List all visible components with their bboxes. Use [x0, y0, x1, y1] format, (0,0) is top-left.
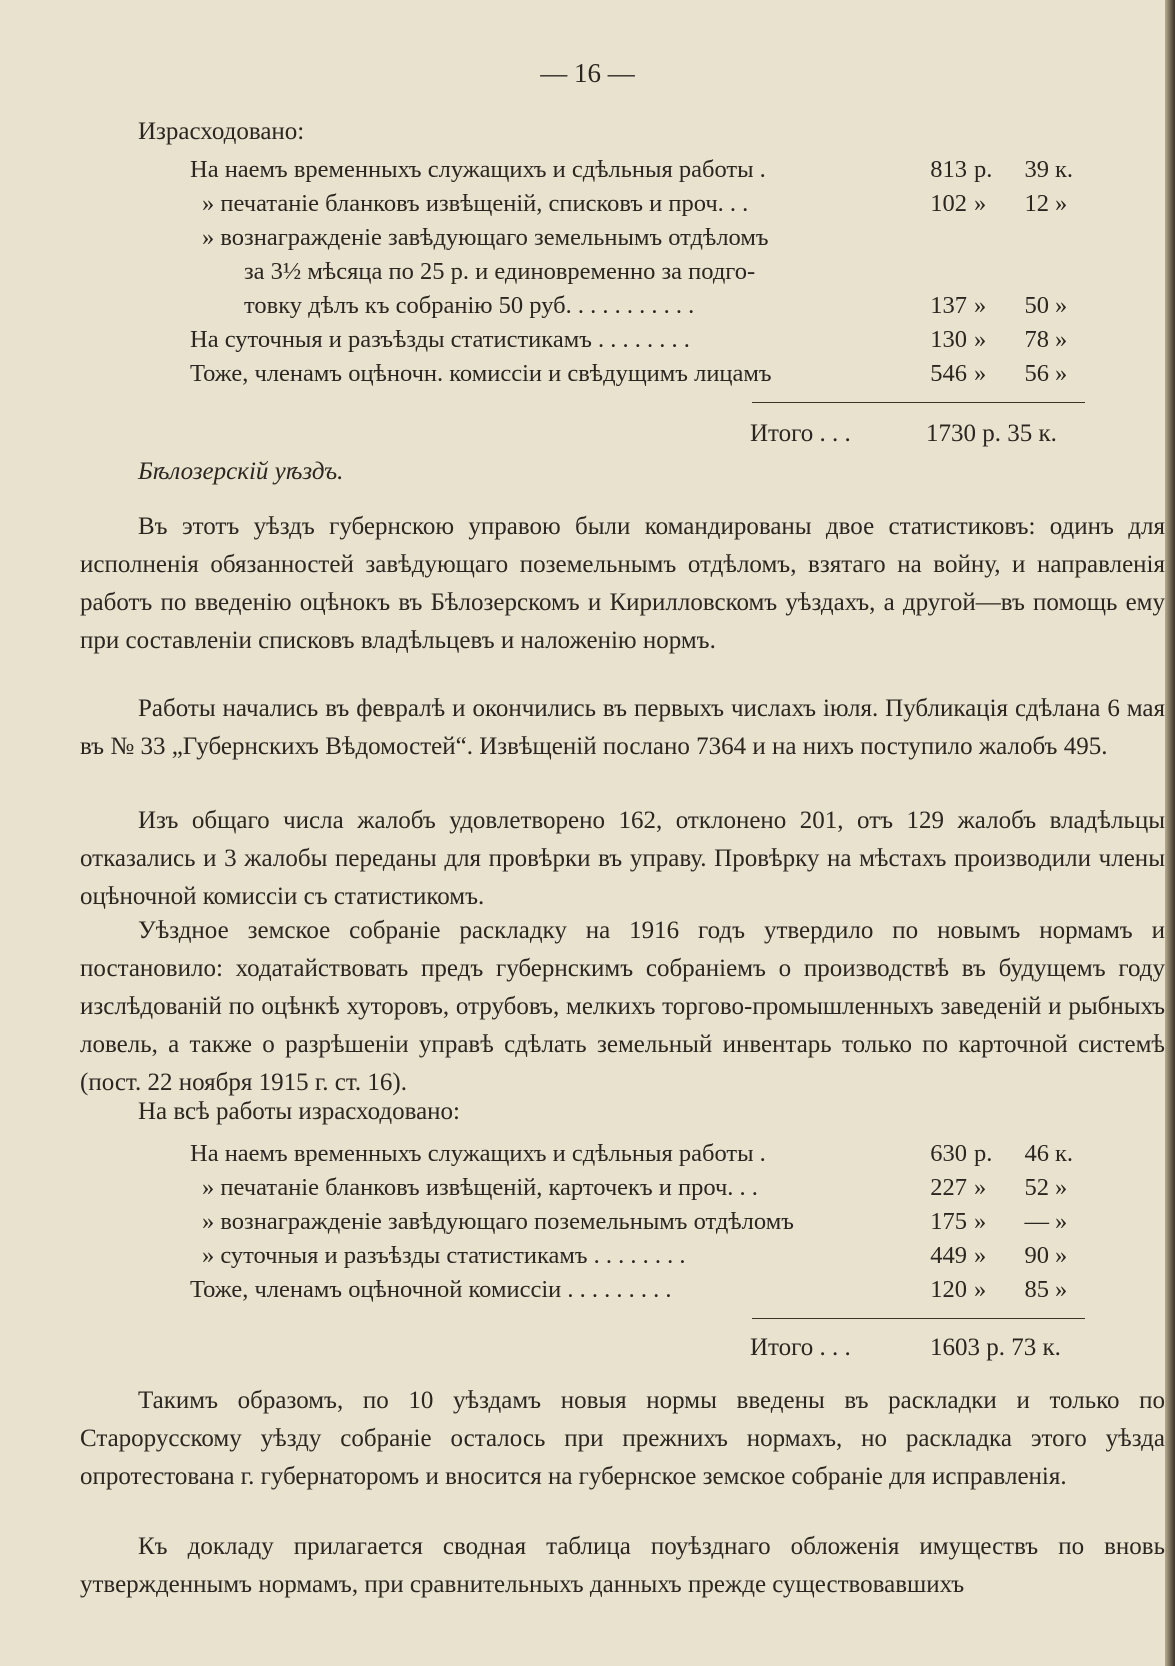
expense-kopecks: 46 [1024, 1140, 1049, 1167]
rubles-unit: » [974, 1276, 987, 1303]
expense-label: Тоже, членамъ оцѣночной комиссіи . . . . . . . . . [190, 1276, 672, 1303]
kopecks-unit: » [1055, 1276, 1068, 1303]
kopecks-unit: к. [1055, 1140, 1074, 1167]
expense-kopecks: 85 [1024, 1276, 1049, 1303]
paragraph: Въ этотъ уѣздъ губернскою управою были командированы двое статистиковъ: одинъ для исполненія обязанностей завѣдующаго поземельнымъ отдѣломъ, взятаго на войну, и направленія работъ по введенію оцѣнокъ въ Бѣлозерскомъ и Кирилловскомъ уѣздахъ, а другой—въ помощь ему при составленіи списковъ владѣльцевъ и наложенію нормъ. [80, 513, 1165, 654]
kopecks-unit: » [1055, 1242, 1068, 1269]
expense-row [190, 156, 1085, 190]
expense-label: » печатаніе бланковъ извѣщеній, списковъ и проч. . . [202, 190, 749, 217]
total-label: Итого . . . [750, 420, 851, 447]
rubles-unit: р. [974, 1140, 993, 1167]
book-spine-shadow [1165, 0, 1175, 1666]
total-value: 1730 р. 35 к. [926, 420, 1057, 447]
expense-rubles: 630 [930, 1140, 967, 1167]
expense-label: » печатаніе бланковъ извѣщеній, карточекъ и проч. . . [202, 1174, 758, 1201]
kopecks-unit: » [1055, 360, 1068, 387]
expense-row [190, 224, 1085, 258]
rubles-unit: » [974, 1242, 987, 1269]
expense-label: за 3½ мѣсяца по 25 р. и единовременно за подго- [244, 258, 756, 285]
total-rule [752, 402, 1085, 403]
expense-row [190, 1208, 1085, 1242]
expense-row [190, 1140, 1085, 1174]
paragraph: Къ докладу прилагается сводная таблица поуѣзднаго обложенія имуществъ по вновь утвержденнымъ нормамъ, при сравнительныхъ данныхъ прежде существовавшихъ [80, 1533, 1165, 1598]
expense-row [190, 1242, 1085, 1276]
expense-row [190, 360, 1085, 394]
expense-label: Тоже, членамъ оцѣночн. комиссіи и свѣдущимъ лицамъ [190, 360, 772, 387]
paragraph: Изъ общаго числа жалобъ удовлетворено 162, отклонено 201, отъ 129 жалобъ владѣльцы отказались и 3 жалобы переданы для провѣрки въ управу. Провѣрку на мѣстахъ производили члены оцѣночной комиссіи съ статистикомъ. [80, 807, 1165, 910]
kopecks-unit: » [1055, 326, 1068, 353]
expense-kopecks: 50 [1024, 292, 1049, 319]
total-label: Итого . . . [750, 1334, 851, 1361]
rubles-unit: » [974, 292, 987, 319]
expense-label: товку дѣлъ къ собранію 50 руб. . . . . . . . . . . [244, 292, 695, 319]
expense-row [190, 258, 1085, 292]
kopecks-unit: » [1055, 190, 1068, 217]
expense-row [190, 326, 1085, 360]
total-row [0, 420, 1175, 456]
expense-row [190, 190, 1085, 224]
expenses-heading-2: На всѣ работы израсходовано: [138, 1098, 460, 1125]
district-title: Бѣлозерскій уѣздъ. [138, 458, 344, 485]
rubles-unit: » [974, 1174, 987, 1201]
expense-kopecks: 39 [1024, 156, 1049, 183]
expense-kopecks: 12 [1024, 190, 1049, 217]
rubles-unit: » [974, 360, 987, 387]
kopecks-unit: » [1055, 292, 1068, 319]
total-rule-2 [752, 1318, 1085, 1319]
kopecks-unit: » [1055, 1208, 1068, 1235]
expense-kopecks: 56 [1024, 360, 1049, 387]
expense-label: На суточныя и разъѣзды статистикамъ . . . . . . . . [190, 326, 690, 353]
expense-row [190, 1174, 1085, 1208]
kopecks-unit: к. [1055, 156, 1074, 183]
expense-rubles: 137 [930, 292, 967, 319]
expense-rubles: 102 [930, 190, 967, 217]
expense-rubles: 227 [930, 1174, 967, 1201]
expense-label: » вознагражденіе завѣдующаго земельнымъ отдѣломъ [202, 224, 769, 251]
paragraph: Такимъ образомъ, по 10 уѣздамъ новыя нормы введены въ раскладки и только по Старорусскому уѣзду собраніе осталось при прежнихъ нормахъ, но раскладка этого уѣзда опротестована г. губернаторомъ и вносится на губернское земское собраніе для исправленія. [80, 1387, 1165, 1490]
expense-rubles: 130 [930, 326, 967, 353]
rubles-unit: р. [974, 156, 993, 183]
rubles-unit: » [974, 1208, 987, 1235]
paragraph: Уѣздное земское собраніе раскладку на 1916 годъ утвердило по новымъ нормамъ и постановило: ходатайствовать предъ губернскимъ собраніемъ о производствѣ въ будущемъ году изслѣдованій по оцѣнкѣ хуторовъ, отрубовъ, мелкихъ торгово-промышленныхъ заведеній и рыбныхъ ловель, а также о разрѣшеніи управѣ сдѣлать земельный инвентарь только по карточной системѣ (пост. 22 ноября 1915 г. ст. 16). [80, 917, 1165, 1096]
expense-kopecks: 78 [1024, 326, 1049, 353]
expense-row [190, 1276, 1085, 1310]
total-row-2 [0, 1334, 1175, 1370]
expense-label: » суточныя и разъѣзды статистикамъ . . . . . . . . [202, 1242, 686, 1269]
expense-rubles: 120 [930, 1276, 967, 1303]
expense-rubles: 175 [930, 1208, 967, 1235]
page-number: — 16 — [540, 58, 635, 88]
rubles-unit: » [974, 190, 987, 217]
expense-kopecks: 90 [1024, 1242, 1049, 1269]
expense-label: На наемъ временныхъ служащихъ и сдѣльныя работы . [190, 1140, 766, 1167]
rubles-unit: » [974, 326, 987, 353]
expense-rubles: 449 [930, 1242, 967, 1269]
expense-row [190, 292, 1085, 326]
kopecks-unit: » [1055, 1174, 1068, 1201]
expense-rubles: 546 [930, 360, 967, 387]
expense-kopecks: 52 [1024, 1174, 1049, 1201]
paragraph: Работы начались въ февралѣ и окончились въ первыхъ числахъ іюля. Публикація сдѣлана 6 мая въ № 33 „Губернскихъ Вѣдомостей“. Извѣщеній послано 7364 и на нихъ поступило жалобъ 495. [80, 695, 1165, 760]
total-value: 1603 р. 73 к. [930, 1334, 1061, 1361]
expense-kopecks: — [1024, 1208, 1049, 1235]
expenses-heading: Израсходовано: [138, 118, 305, 145]
expense-label: » вознагражденіе завѣдующаго поземельнымъ отдѣломъ [202, 1208, 794, 1235]
expense-rubles: 813 [930, 156, 967, 183]
expense-label: На наемъ временныхъ служащихъ и сдѣльныя работы . [190, 156, 766, 183]
